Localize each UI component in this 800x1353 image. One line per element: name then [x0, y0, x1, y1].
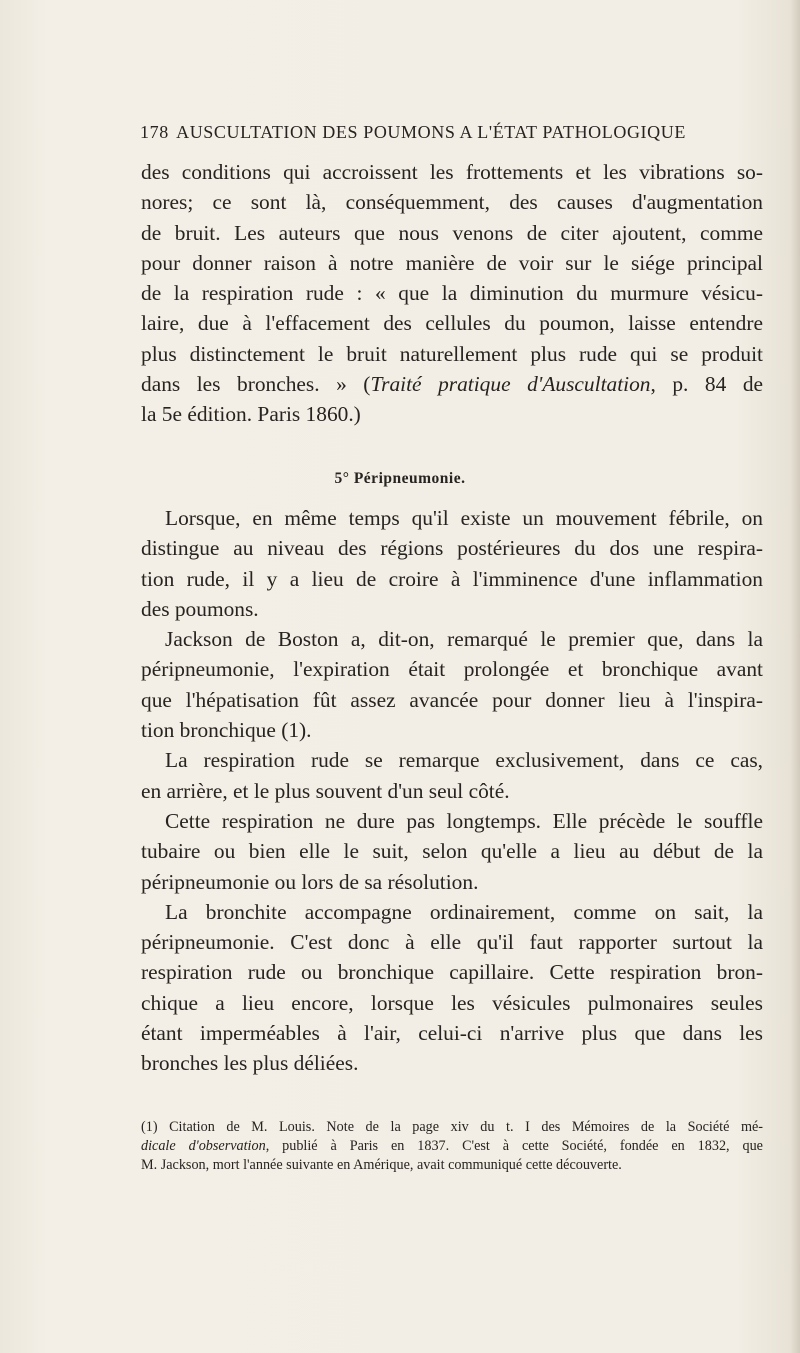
text-line: plus distinctement le bruit naturellement plus rude qui se produit	[141, 341, 763, 366]
text-line: Cette respiration ne dure pas longtemps. Elle précède le souffle	[165, 808, 763, 833]
text-line: Lorsque, en même temps qu'il existe un mouvement fébrile, on	[165, 506, 763, 530]
text-line: tubaire ou bien elle le suit, selon qu'elle a lieu au début de la	[141, 839, 763, 864]
text-line: distingue au niveau des régions postérieures du dos une respira-	[141, 536, 763, 561]
citation-suffix: , p. 84 de	[650, 372, 764, 397]
text-line: nores; ce sont là, conséquemment, des causes d'augmentation	[141, 190, 763, 215]
text-line: la 5e édition. Paris 1860.)	[141, 402, 361, 427]
page-number: 178	[140, 122, 169, 142]
running-title: AUSCULTATION DES POUMONS A L'ÉTAT PATHOLOGIQUE	[176, 122, 686, 142]
text-line: étant imperméables à l'air, celui-ci n'arrive plus que dans les	[141, 1021, 763, 1046]
text-line: respiration rude ou bronchique capillaire. Cette respiration bron-	[141, 960, 763, 985]
text-line: de bruit. Les auteurs que nous venons de citer ajoutent, comme	[141, 220, 763, 245]
text-line: péripneumonie, l'expiration était prolongée et bronchique avant	[141, 657, 763, 682]
footnote	[141, 1118, 763, 1175]
citation-prefix: dans les bronches. » (	[141, 372, 371, 397]
text-line: Jackson de Boston a, dit-on, remarqué le premier que, dans la	[165, 627, 763, 652]
text-line: bronches les plus déliées.	[141, 1051, 359, 1076]
section-heading: 5° Péripneumonie.	[334, 470, 466, 487]
paragraph-continued	[141, 157, 763, 430]
text-line: en arrière, et le plus souvent d'un seul côté.	[141, 778, 510, 803]
text-line: de la respiration rude : « que la diminution du murmure vésicu-	[141, 281, 763, 306]
text-line: péripneumonie ou lors de sa résolution.	[141, 869, 479, 894]
text-line: La bronchite accompagne ordinairement, comme on sait, la	[165, 899, 763, 924]
citation-title: Traité pratique d'Auscultation	[370, 372, 651, 397]
footnote-line-rest: , publié à Paris en 1837. C'est à cette Société, fondée en 1832, que	[265, 1138, 763, 1154]
footnote-italic-title: dicale d'observation	[141, 1138, 266, 1154]
text-line: pour donner raison à notre manière de voir sur le siége principal	[141, 250, 763, 275]
text-line: tion rude, il y a lieu de croire à l'imminence d'une inflammation	[141, 566, 763, 591]
text-line: La respiration rude se remarque exclusivement, dans ce cas,	[165, 748, 763, 773]
page-edge-shadow	[790, 0, 800, 1353]
text-line: tion bronchique (1).	[141, 718, 312, 743]
text-line: chique a lieu encore, lorsque les vésicules pulmonaires seules	[141, 990, 763, 1015]
text-line: laire, due à l'effacement des cellules du poumon, laisse entendre	[141, 311, 763, 336]
running-head	[140, 122, 700, 143]
text-line: des poumons.	[141, 596, 259, 621]
text-line-citation	[141, 369, 763, 399]
footnote-line: (1) Citation de M. Louis. Note de la page xiv du t. I des Mémoires de la Société mé-	[141, 1119, 763, 1135]
footnote-line: M. Jackson, mort l'année suivante en Amérique, avait communiqué cette découverte.	[141, 1157, 622, 1173]
section-body	[141, 503, 763, 1079]
text-line: que l'hépatisation fût assez avancée pour donner lieu à l'inspira-	[141, 687, 763, 712]
text-line: des conditions qui accroissent les frottements et les vibrations so-	[141, 160, 763, 184]
footnote-line	[141, 1137, 763, 1156]
text-line: péripneumonie. C'est donc à elle qu'il faut rapporter surtout la	[141, 930, 763, 955]
